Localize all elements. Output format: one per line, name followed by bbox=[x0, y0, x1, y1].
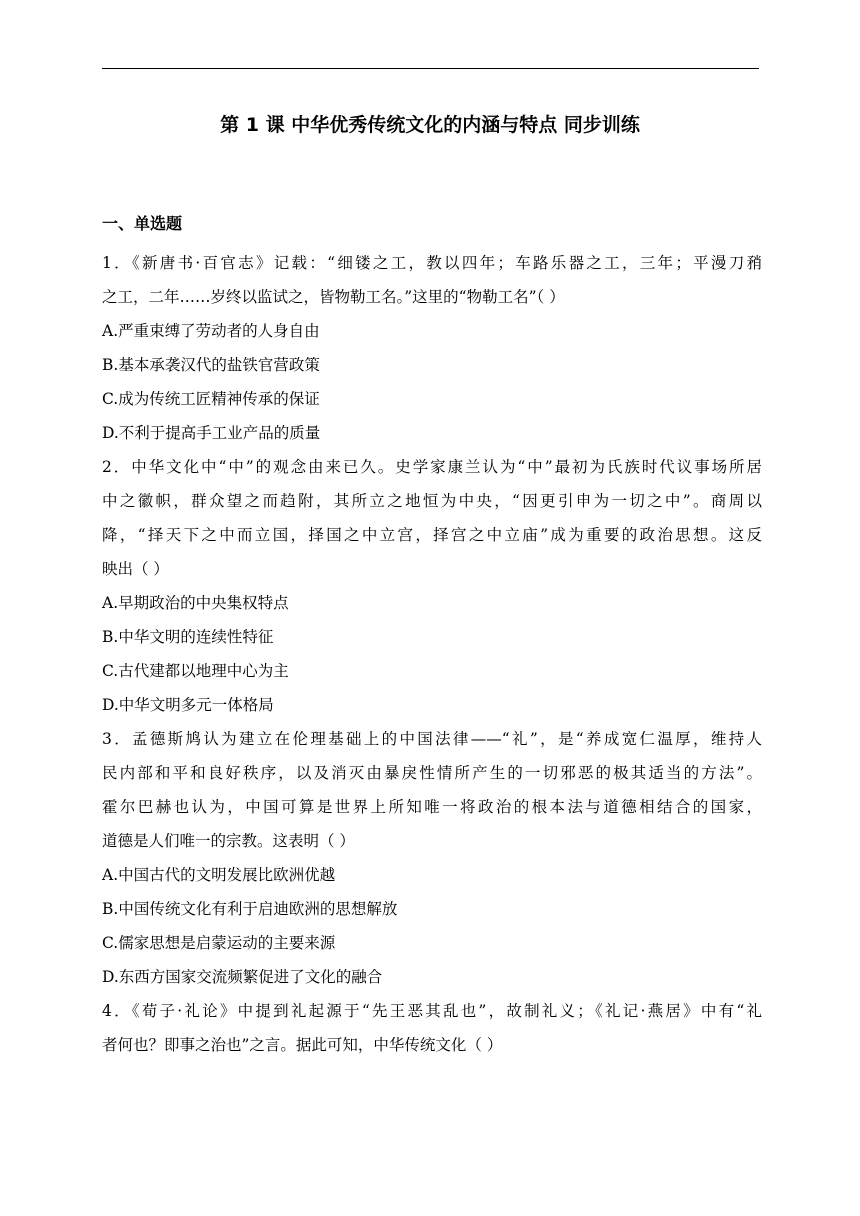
question-2 bbox=[102, 450, 762, 722]
question-stem-line: 霍尔巴赫也认为，中国可算是世界上所知唯一将政治的根本法与道德相结合的国家， bbox=[102, 798, 762, 816]
option-c: C.儒家思想是启蒙运动的主要来源 bbox=[102, 934, 336, 952]
option-d: D.东西方国家交流频繁促进了文化的融合 bbox=[102, 968, 383, 986]
option-b: B.中华文明的连续性特征 bbox=[102, 628, 274, 646]
question-stem-line: 映出（ ） bbox=[102, 560, 169, 578]
question-stem-line: 者何也？即事之治也”之言。据此可知，中华传统文化（ ） bbox=[102, 1036, 503, 1054]
question-stem-line: 中之徽帜，群众望之而趋附，其所立之地恒为中央，“因更引申为一切之中”。商周以 bbox=[102, 492, 762, 510]
question-stem-line: 之工，二年……岁终以监试之，皆物勒工名。”这里的“物勒工名”（ ） bbox=[102, 288, 565, 306]
question-stem-line: 道德是人们唯一的宗教。这表明（ ） bbox=[102, 832, 355, 850]
question-stem-line: 3．孟德斯鸠认为建立在伦理基础上的中国法律——“礼”，是“养成宽仁温厚，维持人 bbox=[102, 730, 762, 748]
option-d: D.不利于提高手工业产品的质量 bbox=[102, 424, 321, 442]
option-c: C.古代建都以地理中心为主 bbox=[102, 662, 289, 680]
header-rule bbox=[102, 68, 759, 69]
section-heading: 一、单选题 bbox=[102, 214, 183, 233]
option-a: A.严重束缚了劳动者的人身自由 bbox=[102, 322, 320, 340]
question-list bbox=[102, 246, 762, 1062]
question-4 bbox=[102, 994, 762, 1062]
question-stem-line: 1．《新唐书·百官志》记载：“细镂之工，教以四年；车路乐器之工，三年；平漫刀矟 bbox=[102, 254, 762, 272]
option-b: B.基本承袭汉代的盐铁官营政策 bbox=[102, 356, 320, 374]
document-title: 第 1 课 中华优秀传统文化的内涵与特点 同步训练 bbox=[220, 114, 640, 136]
question-3 bbox=[102, 722, 762, 994]
question-stem-line: 降，“择天下之中而立国，择国之中立宫，择宫之中立庙”成为重要的政治思想。这反 bbox=[102, 526, 762, 544]
question-stem-line: 2．中华文化中“中”的观念由来已久。史学家康兰认为“中”最初为氏族时代议事场所居 bbox=[102, 458, 762, 476]
option-a: A.中国古代的文明发展比欧洲优越 bbox=[102, 866, 336, 884]
option-a: A.早期政治的中央集权特点 bbox=[102, 594, 289, 612]
option-c: C.成为传统工匠精神传承的保证 bbox=[102, 390, 320, 408]
question-stem-line: 民内部和平和良好秩序，以及消灭由暴戾性情所产生的一切邪恶的极其适当的方法”。 bbox=[102, 764, 762, 782]
option-b: B.中国传统文化有利于启迪欧洲的思想解放 bbox=[102, 900, 398, 918]
question-stem-line: 4．《荀子·礼论》中提到礼起源于“先王恶其乱也”，故制礼义；《礼记·燕居》中有“礼 bbox=[102, 1002, 762, 1020]
option-d: D.中华文明多元一体格局 bbox=[102, 696, 274, 714]
question-1 bbox=[102, 246, 762, 450]
